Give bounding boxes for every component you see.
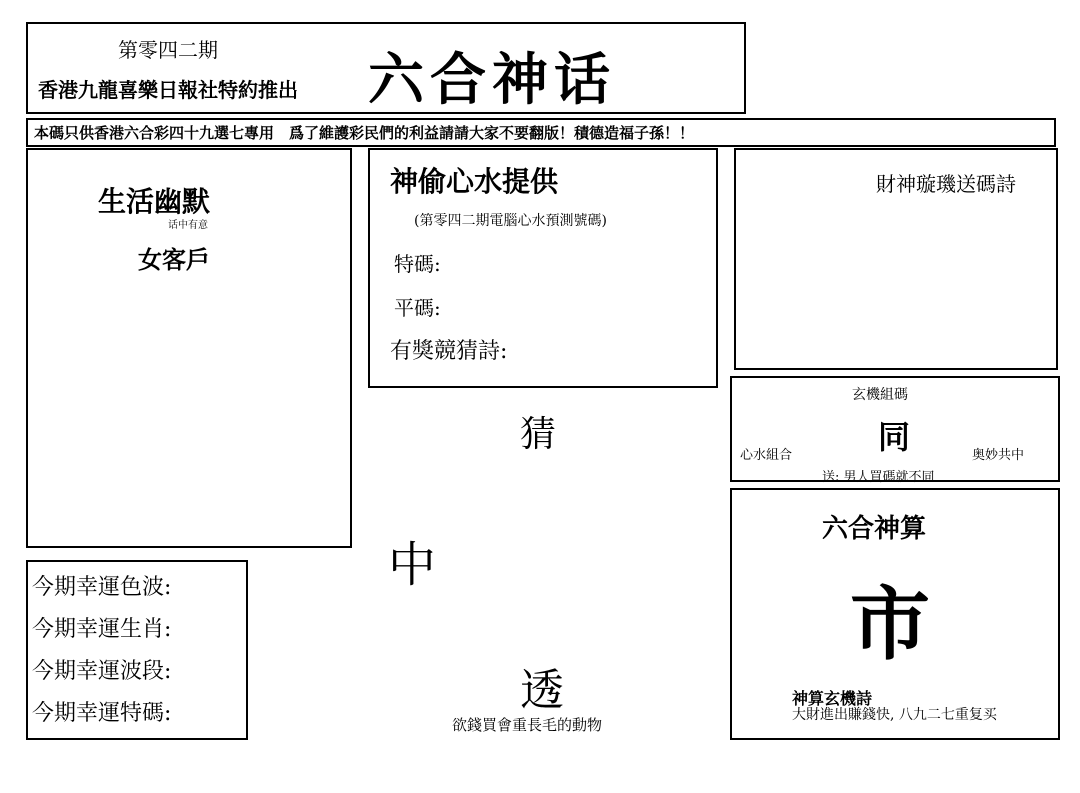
special-label: 特碼: [394,252,441,276]
bagua-bottom: 透 [520,665,564,716]
masthead [26,22,746,114]
xuanji-left: 心水組合 [740,448,793,463]
humor-title: 生活幽默 [98,185,211,218]
issue-number: 第零四二期 [118,38,218,62]
lucky-box [26,560,248,740]
humor-heading: 女客戶 [138,245,210,274]
lucky-color-label: 今期幸運色波: [32,575,172,600]
xuanji-note: 送: 男人買碼就不同 [822,470,935,485]
bagua-left: 中 [388,537,437,593]
shensuan-title: 六合神算 [822,514,927,544]
shentou-box [368,148,718,388]
caishen-title: 財神璇璣送碼詩 [876,172,1016,196]
humor-box [26,148,352,548]
lucky-special-label: 今期幸運特碼: [32,701,172,726]
flat-label: 平碼: [394,296,441,320]
shentou-subtitle: (第零四二期電腦心水預測號碼) [414,213,607,229]
xuanji-title: 玄機組碼 [852,387,908,403]
xuanji-center: 同 [878,418,911,456]
shensuan-big: 市 [850,577,930,671]
poem-title: 神算玄機詩 [792,689,873,708]
notice-bar: 本碼只供香港六合彩四十九選七專用 爲了維護彩民們的利益請請大家不要翻版！積德造福子孫！！ [26,118,1056,147]
bagua-top: 猜 [520,414,557,455]
page-title: 六合神话 [368,47,616,113]
xuanji-box [730,376,1060,485]
riddle-label: 有獎競猜詩: [390,339,508,364]
humor-subtitle: 话中有意 [168,220,208,231]
xuanji-right: 奥妙共中 [972,448,1025,463]
shensuan-box [730,488,1060,740]
poem-text: 大財進出賺錢快, 八九二七重复买 [792,707,997,723]
publisher: 香港九龍喜樂日報社特約推出 [38,78,298,102]
lucky-zodiac-label: 今期幸運生肖: [32,617,172,642]
lucky-range-label: 今期幸運波段: [32,659,172,684]
caishen-box [734,148,1058,370]
shentou-title: 神偷心水提供 [390,165,559,198]
bagua-bottom-text: 欲錢買會重長毛的動物 [452,716,603,734]
